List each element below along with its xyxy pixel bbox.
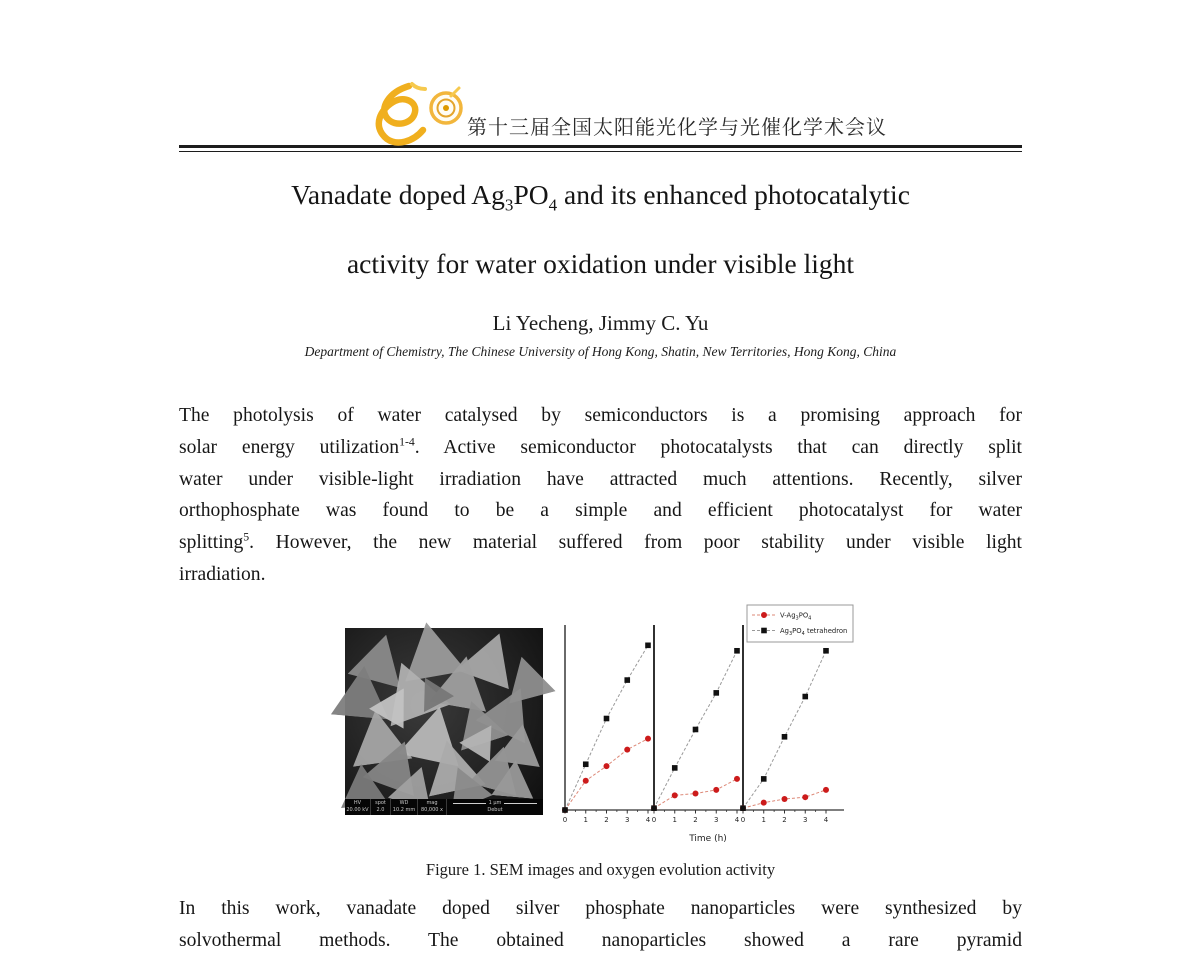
paper-title (179, 166, 1022, 293)
paragraph-line: The photolysis of water catalysed by semiconductors is a promising approach for (179, 400, 1022, 432)
paragraph-line: irradiation. (179, 559, 1022, 591)
conference-title: 第十三届全国太阳能光化学与光催化学术会议 (467, 111, 887, 142)
paragraph-line: solar energy utilization$^{1-4}$. Active semiconductor photocatalysts that can directly split (179, 432, 1022, 464)
figure-caption: Figure 1. SEM images and oxygen evolution activity (179, 860, 1022, 880)
sem-crystal (498, 650, 555, 703)
x-tick-label: 4 (646, 816, 651, 824)
paragraph-body (179, 893, 1022, 956)
paragraph-line: orthophosphate was found to be a simple and efficient photocatalyst for water (179, 495, 1022, 527)
sem-scalebar-cell (447, 799, 543, 815)
paragraph-line: solvothermal methods. The obtained nanoparticles showed a rare pyramid (179, 925, 1022, 956)
x-tick-label: 0 (652, 816, 656, 824)
sem-wd-cell: WD 10.2 mm (391, 799, 418, 815)
paper-title-line-2: activity for water oxidation under visible light (179, 235, 1022, 293)
paper-title-line-1: Vanadate doped $Ag_3PO_4$ and its enhanced photocatalytic (179, 166, 1022, 235)
sem-detector-label: Debut (447, 807, 543, 814)
x-tick-label: 3 (625, 816, 629, 824)
x-tick-label: 2 (693, 816, 697, 824)
affiliation: Department of Chemistry, The Chinese University of Hong Kong, Shatin, New Territories, Hong Kong, China (179, 344, 1022, 360)
x-tick-label: 2 (604, 816, 608, 824)
sem-info-bar (345, 799, 543, 815)
sem-scale-bar (447, 800, 543, 807)
x-tick-label: 0 (741, 816, 745, 824)
x-tick-label: 2 (782, 816, 786, 824)
conference-header (363, 80, 1022, 142)
sem-image (345, 628, 543, 815)
sem-spot-cell: spot 2.0 (371, 799, 391, 815)
figure-1 (179, 603, 1022, 850)
legend-label: $V-Ag_3PO_4$ (780, 611, 811, 621)
series-v-ag3po4 (562, 735, 829, 812)
legend-label: $Ag_3PO_4$ tetrahedron (780, 627, 847, 637)
paragraph-line: water under visible-light irradiation have attracted much attentions. Recently, silver (179, 464, 1022, 496)
authors: Li Yecheng, Jimmy C. Yu (179, 311, 1022, 336)
chart-legend (747, 605, 853, 642)
x-tick-label: 4 (735, 816, 740, 824)
sem-scale-label: 1 μm (489, 800, 502, 807)
x-tick-label: 4 (824, 816, 829, 824)
conference-logo (363, 80, 475, 148)
sem-mag-cell: mag 80,000 x (418, 799, 447, 815)
paragraph-line: splitting$^5$. However, the new material suffered from poor stability under visible light (179, 527, 1022, 559)
x-tick-label: 0 (563, 816, 567, 824)
header-double-rule (179, 145, 1022, 152)
x-tick-label: 1 (673, 816, 677, 824)
oxygen-evolution-chart (560, 603, 856, 850)
x-tick-label: 3 (803, 816, 807, 824)
sem-crystal-field (345, 628, 543, 799)
series-ag3po4-tetrahedron (562, 642, 829, 812)
x-tick-label: 3 (714, 816, 718, 824)
chart-svg (560, 603, 856, 850)
paragraph-line: In this work, vanadate doped silver phosphate nanoparticles were synthesized by (179, 893, 1022, 925)
x-axis-label: Time (h) (688, 834, 727, 844)
x-tick-label: 1 (762, 816, 766, 824)
sem-hv-cell: HV 20.00 kV (345, 799, 371, 815)
x-tick-label: 1 (584, 816, 588, 824)
paragraph-intro (179, 400, 1022, 591)
